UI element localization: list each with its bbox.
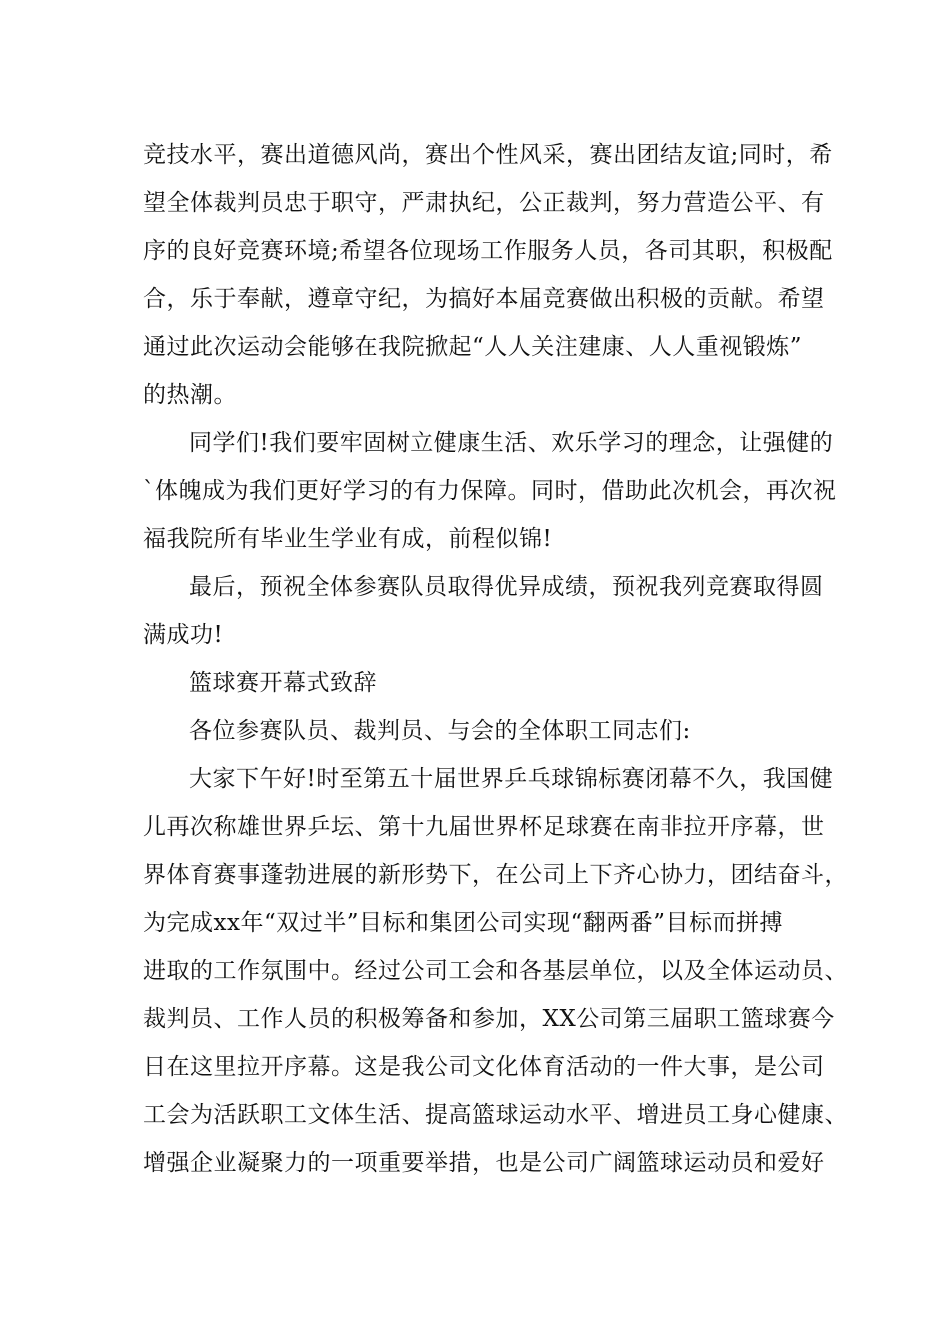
- text-line: 界体育赛事蓬勃进展的新形势下，在公司上下齐心协力，团结奋斗，: [143, 862, 848, 888]
- text-line: 合，乐于奉献，遵章守纪，为搞好本届竞赛做出积极的贡献。希望: [143, 286, 825, 312]
- text-line: `体魄成为我们更好学习的有力保障。同时，借助此次机会，再次祝: [143, 478, 837, 504]
- text-line: 福我院所有毕业生学业有成，前程似锦!: [143, 526, 553, 552]
- text-line: 增强企业凝聚力的一项重要举措，也是公司广阔篮球运动员和爱好: [143, 1150, 825, 1176]
- section-heading: 篮球赛开幕式致辞: [189, 670, 377, 696]
- text-line: 望全体裁判员忠于职守，严肃执纪，公正裁判，努力营造公平、有: [143, 190, 825, 216]
- salutation-line: 各位参赛队员、裁判员、与会的全体职工同志们:: [189, 718, 691, 744]
- text-line: 为完成xx年“双过半”目标和集团公司实现“翻两番”目标而拼搏: [143, 910, 783, 936]
- paragraph-start-line: 最后，预祝全体参赛队员取得优异成绩，预祝我列竞赛取得圆: [189, 574, 824, 600]
- text-line: 裁判员、工作人员的积极筹备和参加，XX公司第三届职工篮球赛今: [143, 1006, 835, 1032]
- text-line: 竞技水平，赛出道德风尚，赛出个性风采，赛出团结友谊;同时，希: [143, 142, 833, 168]
- text-line: 进取的工作氛围中。经过公司工会和各基层单位，以及全体运动员、: [143, 958, 848, 984]
- paragraph-start-line: 同学们!我们要牢固树立健康生活、欢乐学习的理念，让强健的: [189, 430, 834, 456]
- paragraph-start-line: 大家下午好!时至第五十届世界乒乓球锦标赛闭幕不久，我国健: [189, 766, 834, 792]
- text-line: 满成功!: [143, 622, 224, 648]
- text-line: 序的良好竞赛环境;希望各位现场工作服务人员，各司其职，积极配: [143, 238, 833, 264]
- text-line: 通过此次运动会能够在我院掀起“人人关注建康、人人重视锻炼”: [143, 334, 803, 360]
- text-line: 的热潮。: [143, 382, 237, 408]
- text-line: 儿再次称雄世界乒坛、第十九届世界杯足球赛在南非拉开序幕，世: [143, 814, 825, 840]
- document-body: [143, 131, 848, 1187]
- text-line: 日在这里拉开序幕。这是我公司文化体育活动的一件大事，是公司: [143, 1054, 825, 1080]
- text-line: 工会为活跃职工文体生活、提高篮球运动水平、增进员工身心健康、: [143, 1102, 848, 1128]
